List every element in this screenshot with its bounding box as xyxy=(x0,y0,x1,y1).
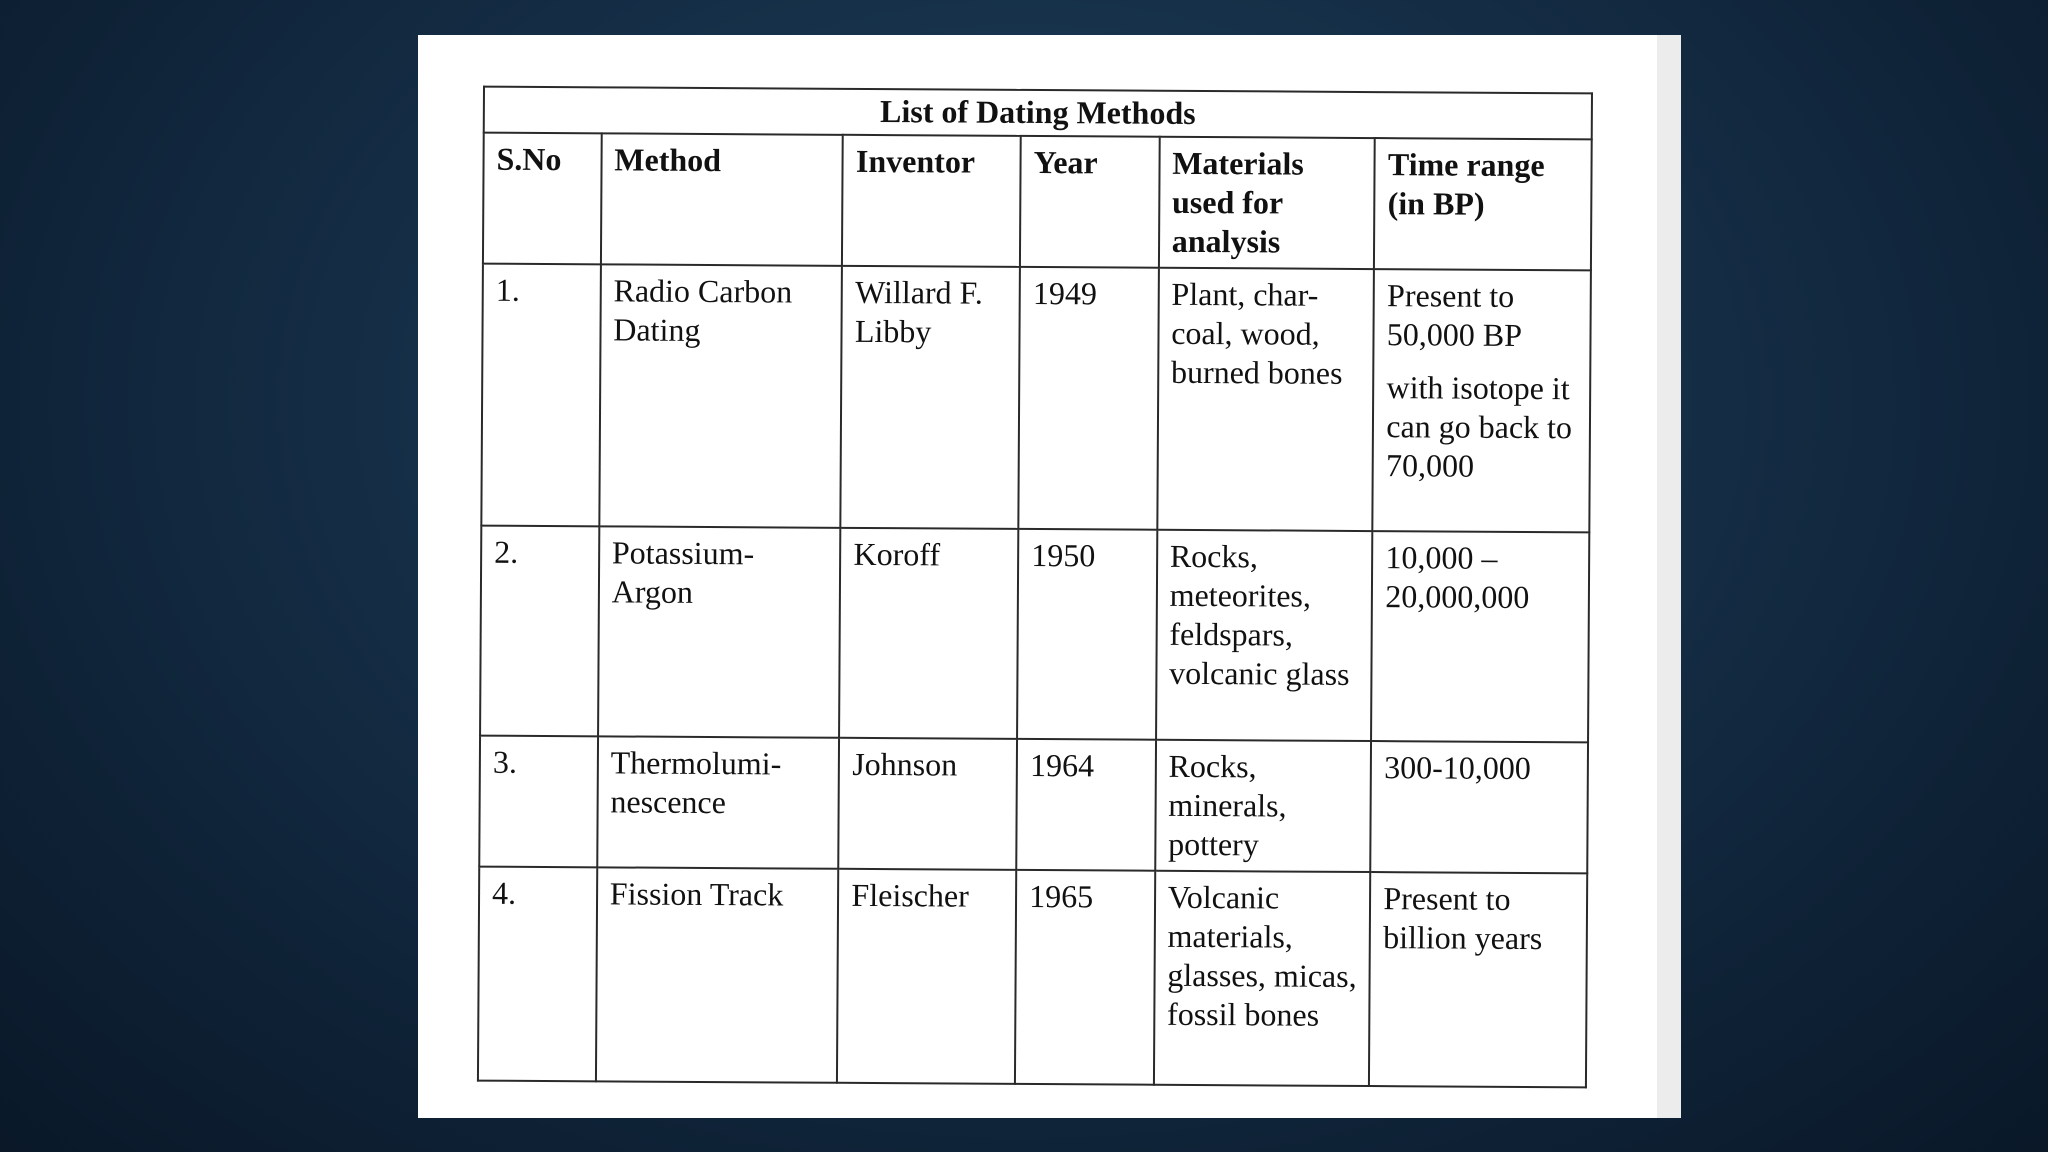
cell-year: 1949 xyxy=(1018,267,1158,530)
cell-method: Thermolumi-nescence xyxy=(597,736,839,868)
header-method: Method xyxy=(601,133,843,265)
header-materials: Materials used for analysis xyxy=(1159,137,1375,269)
cell-sno: 1. xyxy=(481,264,600,527)
cell-materials: Rocks, minerals, pottery xyxy=(1155,740,1371,872)
cell-inventor: Fleischer xyxy=(837,869,1016,1084)
cell-materials: Rocks, meteorites, feldspars, volcanic glass xyxy=(1156,530,1373,741)
cell-year: 1965 xyxy=(1015,870,1155,1085)
cell-method: Potassium-Argon xyxy=(598,526,841,737)
cell-sno: 4. xyxy=(478,867,597,1082)
cell-method: Fission Track xyxy=(596,867,839,1082)
cell-sno: 3. xyxy=(479,736,598,868)
cell-time-range xyxy=(1373,269,1591,532)
cell-sno: 2. xyxy=(480,526,599,737)
header-inventor: Inventor xyxy=(842,135,1021,267)
table-image xyxy=(418,35,1681,1118)
header-year: Year xyxy=(1020,136,1159,268)
cell-year: 1964 xyxy=(1016,739,1155,871)
table-caption: List of Dating Methods xyxy=(484,87,1592,140)
time-range-text: Present to 50,000 BP xyxy=(1386,277,1523,353)
time-range-note: with isotope it can go back to 70,000 xyxy=(1385,369,1573,484)
table-row xyxy=(480,526,1589,743)
cell-materials: Volcanic materials, glasses, micas, fossil bones xyxy=(1154,871,1371,1086)
header-sno: S.No xyxy=(483,133,602,265)
cell-time-range: 300-10,000 xyxy=(1371,741,1588,873)
cell-materials: Plant, char-coal, wood, burned bones xyxy=(1157,268,1374,531)
table-container xyxy=(477,86,1593,1079)
cell-time-range: 10,000 – 20,000,000 xyxy=(1371,531,1589,742)
cell-inventor: Koroff xyxy=(839,528,1018,739)
cell-inventor: Willard F. Libby xyxy=(841,266,1020,529)
header-time-range: Time range (in BP) xyxy=(1374,138,1591,270)
table-row xyxy=(478,867,1587,1088)
dating-methods-table xyxy=(477,86,1593,1089)
cell-inventor: Johnson xyxy=(839,738,1018,870)
image-edge xyxy=(1657,35,1681,1118)
cell-method: Radio Carbon Dating xyxy=(599,264,842,527)
table-row xyxy=(479,736,1588,874)
table-row xyxy=(481,264,1591,533)
cell-time-range: Present to billion years xyxy=(1369,872,1587,1087)
header-row xyxy=(483,133,1592,271)
cell-year: 1950 xyxy=(1017,529,1157,740)
